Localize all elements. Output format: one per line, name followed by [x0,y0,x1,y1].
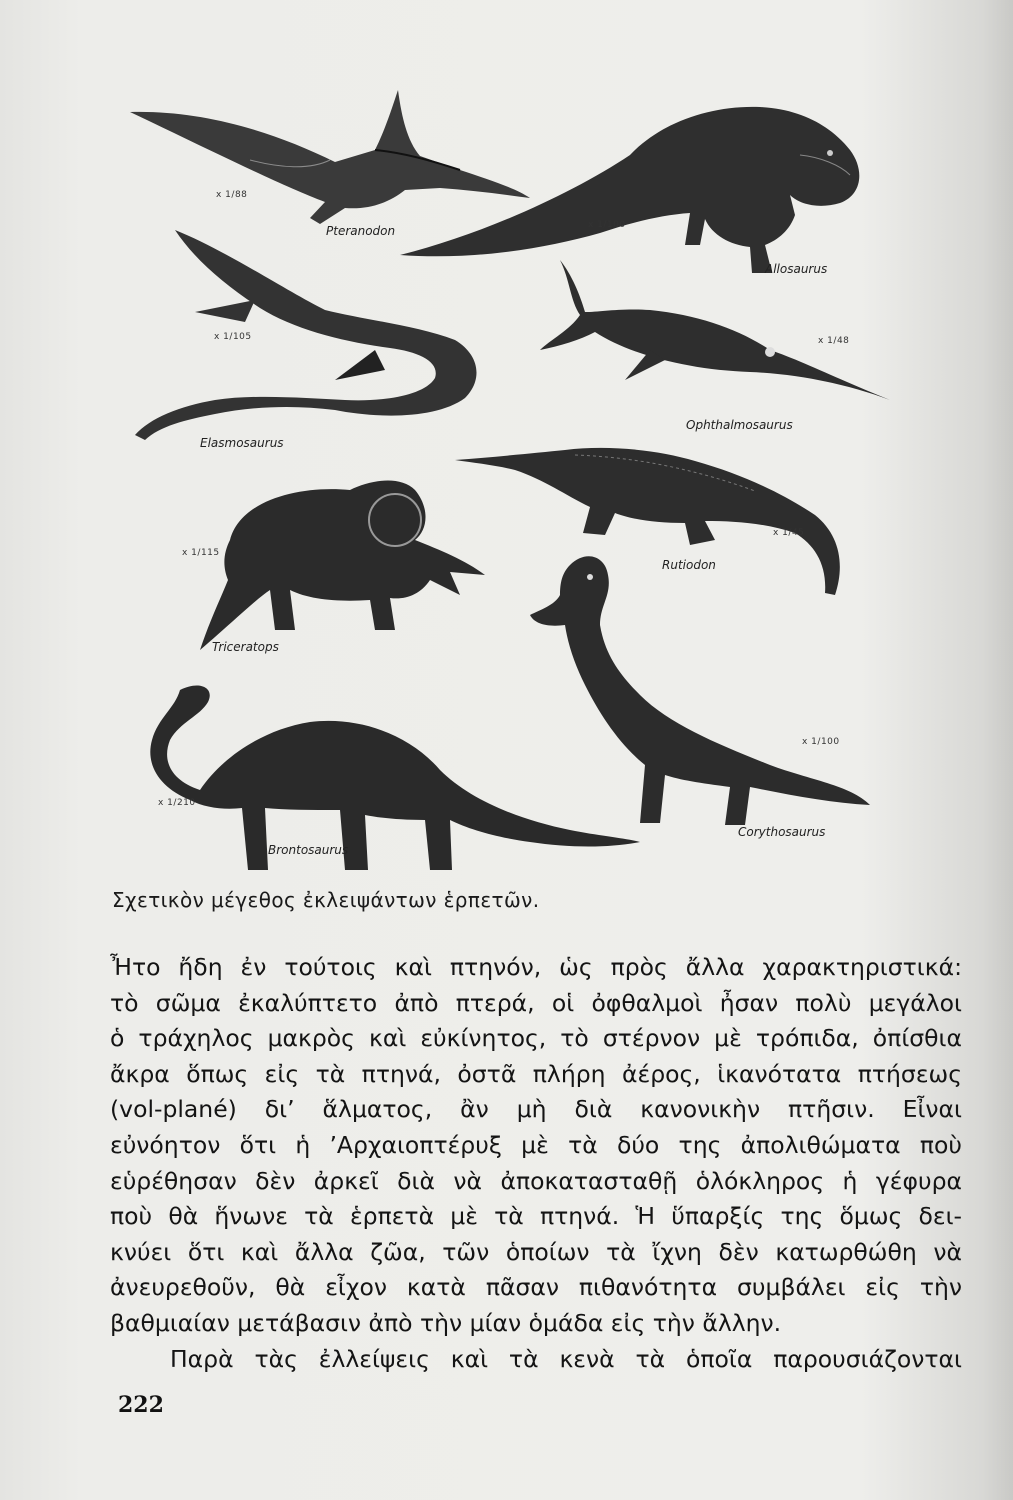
brontosaurus-label: Brontosaurus [268,843,349,857]
text-line: ἄκρα ὅπως εἰς τὰ πτηνά, ὀστᾶ πλήρη ἀέρος, ἱκανότατα πτήσεως [110,1059,962,1088]
text-line: κνύει ὅτι καὶ ἄλλα ζῶα, τῶν ὁποίων τὰ ἴχνη δὲν κατωρθώθη νὰ [110,1237,962,1266]
elasmosaurus-label: Elasmosaurus [200,436,284,450]
brontosaurus-scale: x 1/210 [158,798,196,808]
ophthalmosaurus-label: Ophthalmosaurus [686,418,793,432]
rutiodon-scale: x 1/45 [773,528,805,538]
paragraph [110,950,962,1342]
triceratops-scale: x 1/115 [182,548,220,558]
page-number: 222 [118,1392,164,1418]
text-line: (vol-plané) δι’ ἅλματος, ἂν μὴ διὰ κανονικὴν πτῆσιν. Εἶναι [110,1095,962,1124]
pteranodon-label: Pteranodon [326,224,396,238]
pteranodon-scale: x 1/88 [216,190,248,200]
rutiodon-label: Rutiodon [662,558,716,572]
text-line: Ἦτο ἤδη ἐν τούτοις καὶ πτηνόν, ὡς πρὸς ἄλλα χαρακτηριστικά: [110,953,962,981]
corythosaurus-scale: x 1/100 [802,737,840,747]
ophthalmosaurus-scale: x 1/48 [818,336,850,346]
allosaurus-scale: x 1/100 [588,220,626,230]
elasmosaurus-scale: x 1/105 [214,332,252,342]
text-line: βαθμιαίαν μετάβασιν ἀπὸ τὴν μίαν ὁμάδα εἰς τὴν ἄλλην. [110,1308,782,1337]
brontosaurus-illustration [140,680,640,880]
text-line: εὐνόητον ὅτι ἡ ’Αρχαιοπτέρυξ μὲ τὰ δύο της ἀπολιθώματα ποὺ [110,1130,962,1159]
figure-caption: Σχετικὸν μέγεθος ἐκλειψάντων ἑρπετῶν. [112,888,540,912]
text-line: εὑρέθησαν δὲν ἀρκεῖ διὰ νὰ ἀποκατασταθῇ ὁλόκληρος ἡ γέφυρα [110,1166,962,1195]
text-line: Παρὰ τὰς ἐλλείψεις καὶ τὰ κενὰ τὰ ὁποῖα παρουσιάζονται [170,1344,962,1373]
ophthalmosaurus-illustration [540,260,890,410]
triceratops-label: Triceratops [212,640,279,654]
body-text [110,950,962,1377]
text-line: ἀνευρεθοῦν, θὰ εἶχον κατὰ πᾶσαν πιθανότητα συμβάλει εἰς τὴν [110,1273,962,1302]
text-line: ποὺ θὰ ἥνωνε τὰ ἑρπετὰ μὲ τὰ πτηνά. Ἡ ὕπαρξίς της ὅμως δει- [110,1202,962,1231]
paragraph [110,1342,962,1378]
dinosaur-size-figure [100,80,930,880]
triceratops-illustration [200,480,490,660]
text-line: τὸ σῶμα ἐκαλύπτετο ἀπὸ πτερά, οἱ ὀφθαλμοὶ ἦσαν πολὺ μεγάλοι [110,988,962,1017]
elasmosaurus-illustration [135,230,485,460]
corythosaurus-label: Corythosaurus [738,825,826,839]
allosaurus-label: Allosaurus [765,262,828,276]
text-line: ὁ τράχηλος μακρὸς καὶ εὐκίνητος, τὸ στέρνον μὲ τρόπιδα, ὀπίσθια [110,1024,962,1053]
